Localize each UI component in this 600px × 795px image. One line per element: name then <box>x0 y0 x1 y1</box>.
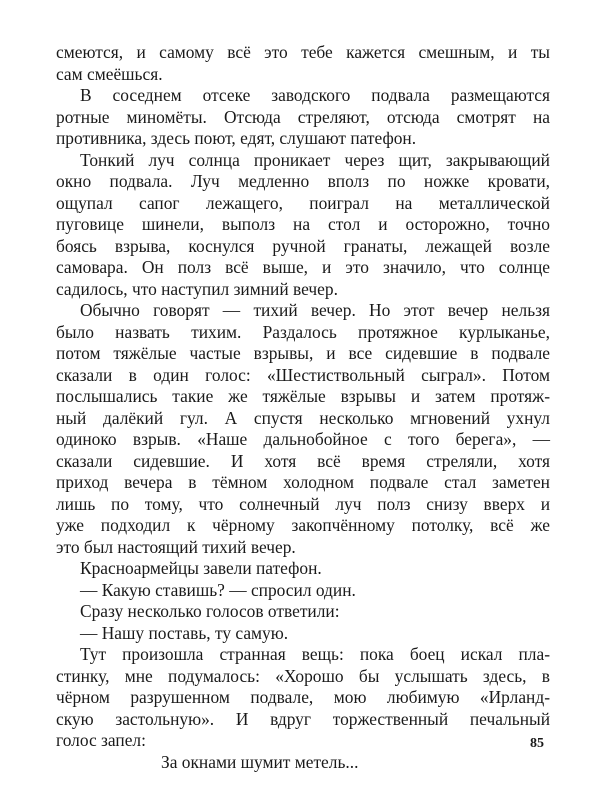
text-line: Обычно говорят — тихий вечер. Но этот вечер нельзя <box>80 300 550 320</box>
text-line: — Какую ставишь? — спросил один. <box>80 579 356 600</box>
text-line: стинку, мне подумалось: «Хорошо бы услышать здесь, в <box>56 665 550 686</box>
verse-line: За окнами шумит метель... <box>161 751 359 772</box>
text-line: Тут произошла странная вещь: пока боец искал пла- <box>80 644 550 664</box>
text-line: окно подвала. Луч медленно вполз по ножке кровати, <box>56 171 550 191</box>
text-line: сказали сидевшие. И хотя всё время стреляли, хотя <box>56 450 550 471</box>
text-line: самовара. Он полз всё выше, и это значило, что солнце <box>56 257 550 277</box>
text-line: сказали в один голос: «Шестиствольный сыграл». Потом <box>56 364 550 385</box>
text-line: одиноко взрыв. «Наше дальнобойное с того берега», — <box>56 429 550 449</box>
text-line: приход вечера в тёмном холодном подвале стал заметен <box>56 472 550 492</box>
text-line: потом тяжёлые частые взрывы, и все сидевшие в подвале <box>56 343 550 363</box>
text-line: послышались такие же тяжёлые взрывы и затем протяж- <box>56 386 550 406</box>
text-line: пуговице шинели, выполз на стол и осторожно, точно <box>56 214 550 234</box>
page-text <box>56 42 550 773</box>
text-line: ощупал сапог лежащего, поиграл на металлической <box>56 192 550 213</box>
text-line: голос запел: <box>56 730 146 750</box>
text-line: лишь по тому, что солнечный луч полз снизу вверх и <box>56 493 550 514</box>
text-line: Сразу несколько голосов ответили: <box>80 601 340 621</box>
text-line: ный далёкий гул. А спустя несколько мгновений ухнул <box>56 407 550 428</box>
text-line: Красноармейцы завели патефон. <box>80 558 322 578</box>
text-line: было назвать тихим. Раздалось протяжное курлыканье, <box>56 321 550 342</box>
text-line: чёрном разрушенном подвале, мою любимую «Ирланд- <box>56 687 550 707</box>
text-line: это был настоящий тихий вечер. <box>56 536 296 557</box>
text-line: В соседнем отсеке заводского подвала размещаются <box>80 85 550 105</box>
page-number: 85 <box>530 736 544 751</box>
text-line: боясь взрыва, коснулся ручной гранаты, лежащей возле <box>56 235 550 256</box>
text-line: ротные миномёты. Отсюда стреляют, отсюда смотрят на <box>56 106 550 127</box>
text-line: скую застольную». И вдруг торжественный печальный <box>56 708 550 729</box>
text-line: смеются, и самому всё это тебе кажется смешным, и ты <box>56 42 550 62</box>
text-line: противника, здесь поют, едят, слушают патефон. <box>56 128 417 148</box>
text-line: Тонкий луч солнца проникает через щит, закрывающий <box>80 149 550 170</box>
text-line: садилось, что наступил зимний вечер. <box>56 278 338 299</box>
text-line: — Нашу поставь, ту самую. <box>80 622 289 643</box>
text-line: уже подходил к чёрному закопчённому потолку, всё же <box>56 515 550 535</box>
text-line: сам смеёшься. <box>56 63 163 84</box>
